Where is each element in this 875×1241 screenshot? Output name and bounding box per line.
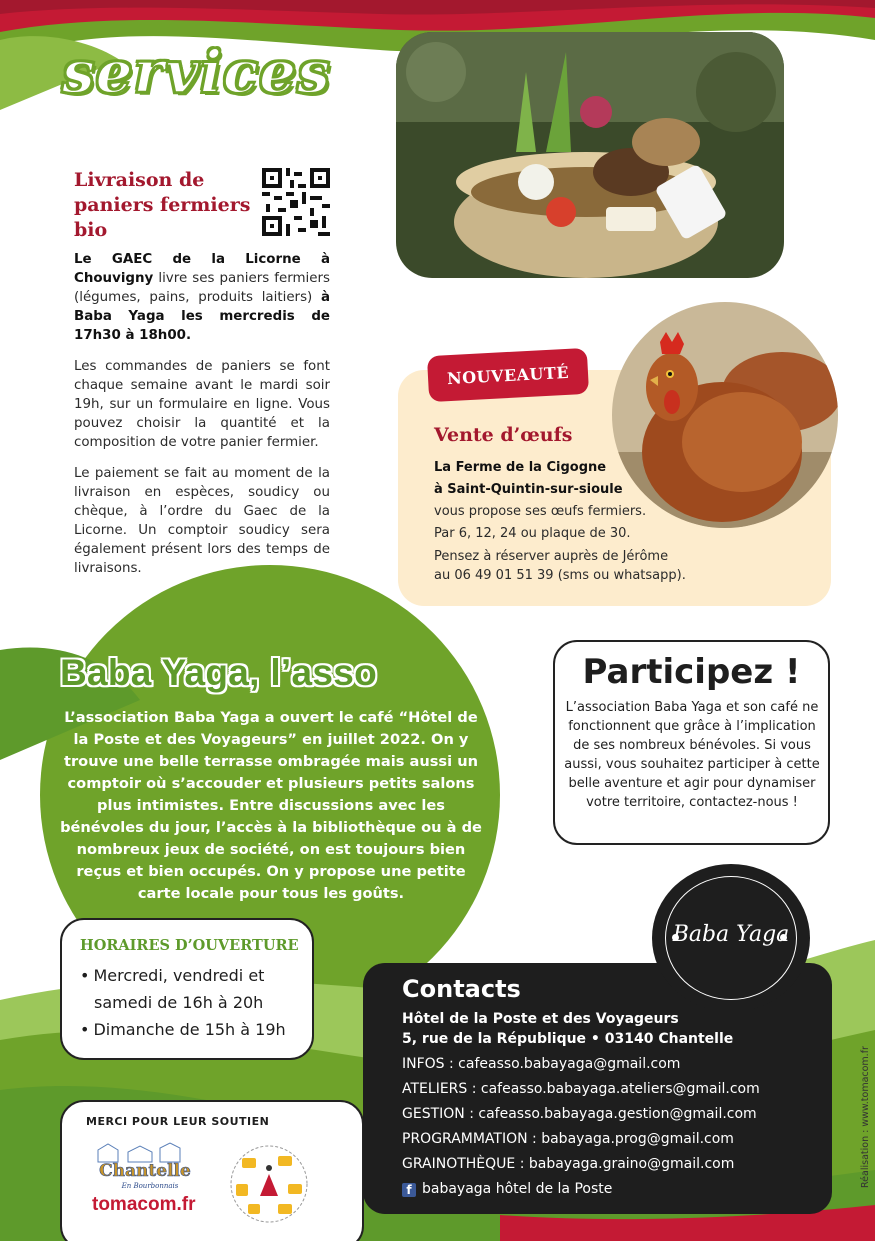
contact-grainotheque[interactable]: GRAINOTHÈQUE : babayaga.graino@gmail.com: [402, 1156, 735, 1172]
livraison-paragraph-2: Les commandes de paniers se font chaque semaine avant le mardi soir 19h, sur un formulaire en ligne. Vous pouvez choisir la quantité et la composition de votre panier fermier.: [74, 359, 330, 450]
oeufs-line-1: vous propose ses œufs fermiers.: [434, 504, 647, 519]
qr-code-icon[interactable]: [262, 168, 330, 236]
hen-photo: [612, 302, 838, 528]
participez-text: L’association Baba Yaga et son café ne fonctionnent que grâce à l’implication de ses nombreux bénévoles. Si vous aussi, vous souhaitez participer à cette belle aventure et agir pour dynamiser votre territoire, contactez-nous !: [564, 700, 820, 810]
horaires-item: samedi de 16h à 20h: [94, 993, 264, 1012]
contact-gestion[interactable]: GESTION : cafeasso.babayaga.gestion@gmail.com: [402, 1106, 757, 1122]
services-title: services: [62, 38, 331, 106]
soutien-title: MERCI POUR LEUR SOUTIEN: [86, 1115, 270, 1128]
address-line-1: Hôtel de la Poste et des Voyageurs: [402, 1011, 679, 1027]
partner-logo-icon: [222, 1138, 316, 1226]
asso-heading: Baba Yaga, l’asso: [60, 652, 378, 693]
horaires-item: • Mercredi, vendredi et: [80, 966, 265, 985]
chantelle-subtitle: En Bourbonnais: [121, 1182, 179, 1190]
livraison-text: [74, 250, 330, 590]
horaires-list: [80, 962, 310, 1043]
contacts-list: [402, 1052, 760, 1202]
facebook-icon: f: [402, 1183, 416, 1197]
asso-text: L’association Baba Yaga a ouvert le café “Hôtel de la Poste et des Voyageurs” en juillet 2022. On y trouve une belle terrasse ombragée mais aussi un comptoir où s’accouder et plusieurs petits salons plus intimistes. Entre discussions avec les bénévoles du jour, l’accès à la bibliothèque ou à de nombreux jeux de société, on est toujours bien reçus et bien occupés. On y propose une petite carte locale pour tous les goûts.: [60, 709, 482, 902]
logo-text: Baba Yaga: [672, 922, 790, 947]
credit-text: Réalisation : www.tomacom.fr: [860, 1046, 871, 1188]
basket-photo: [396, 32, 784, 278]
contact-programmation[interactable]: PROGRAMMATION : babayaga.prog@gmail.com: [402, 1131, 734, 1147]
farm-place: à Saint-Quintin-sur-sioule: [434, 482, 623, 497]
horaires-title: HORAIRES D’OUVERTURE: [80, 937, 299, 954]
horaires-item: • Dimanche de 15h à 19h: [80, 1020, 286, 1039]
livraison-paragraph-3: Le paiement se fait au moment de la livraison en espèces, soudicy ou chèque, à l’ordre du Gaec de la Licorne. Un comptoir soudicy sera également présent lors des temps de livraisons.: [74, 466, 330, 576]
oeufs-heading: Vente d’œufs: [434, 424, 573, 446]
contact-ateliers[interactable]: ATELIERS : cafeasso.babayaga.ateliers@gmail.com: [402, 1081, 760, 1097]
livraison-heading: Livraison de paniers fermiers bio: [74, 169, 251, 241]
contact-facebook[interactable]: f babayaga hôtel de la Poste: [402, 1177, 760, 1202]
basket-of-farm-produce-icon: [396, 32, 784, 278]
chantelle-name: Chantelle: [99, 1161, 191, 1181]
oeufs-line-4: au 06 49 01 51 39 (sms ou whatsapp).: [434, 568, 686, 583]
oeufs-line-3: Pensez à réserver auprès de Jérôme: [434, 549, 669, 564]
chantelle-logo: [88, 1140, 203, 1192]
hen-icon: [612, 302, 838, 528]
contacts-address: [402, 1009, 733, 1049]
address-line-2: 5, rue de la République • 03140 Chantelle: [402, 1031, 734, 1047]
oeufs-line-2: Par 6, 12, 24 ou plaque de 30.: [434, 526, 631, 541]
farm-name: La Ferme de la Cigogne: [434, 460, 607, 475]
contact-infos[interactable]: INFOS : cafeasso.babayaga@gmail.com: [402, 1056, 681, 1072]
nouveaute-badge: NOUVEAUTÉ: [427, 348, 589, 402]
contacts-title: Contacts: [402, 975, 521, 1003]
participez-title: Participez !: [582, 652, 801, 692]
livraison-paragraph-1: Le GAEC de la Licorne à Chouvigny livre ses paniers fermiers (légumes, pains, produits laitiers) à Baba Yaga les mercredis de 17h30 à 18h00.: [74, 252, 330, 343]
tomacom-logo: tomacom.fr: [92, 1194, 196, 1215]
